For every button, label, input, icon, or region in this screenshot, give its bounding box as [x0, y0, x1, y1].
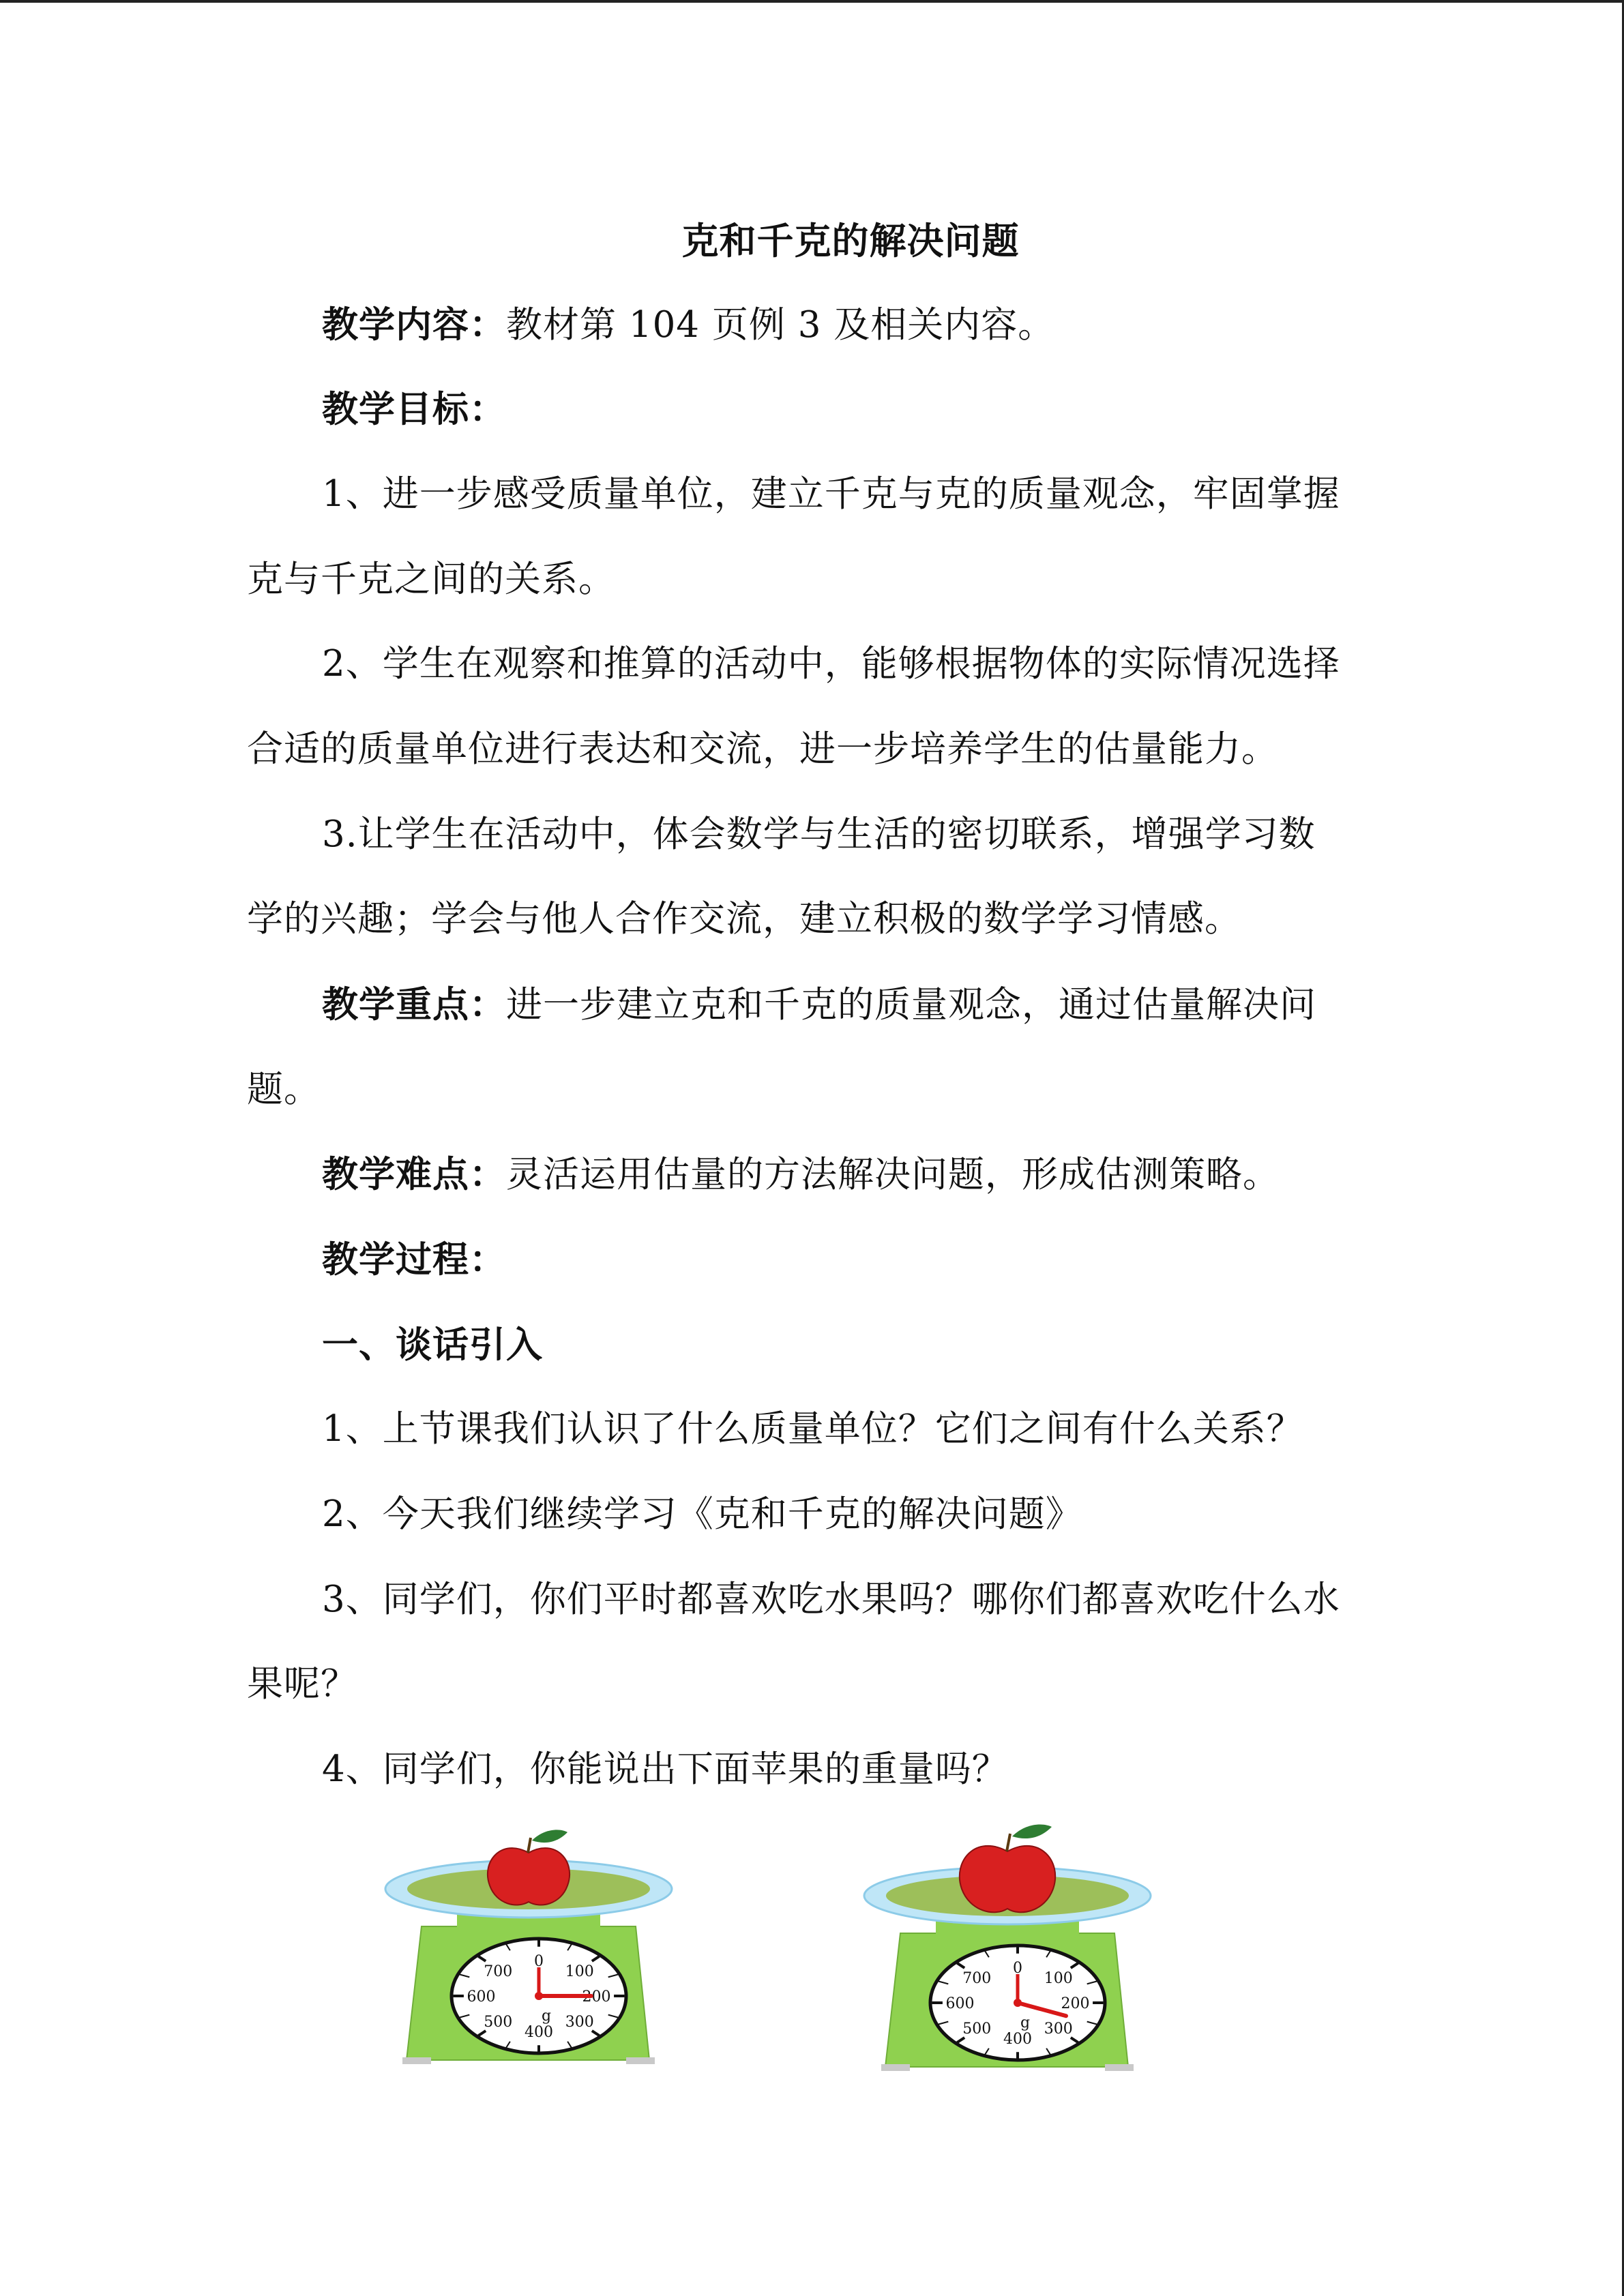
section-1-heading: 一、谈话引入 [322, 1324, 543, 1366]
kitchen-scale-2 [861, 1824, 1154, 2076]
dial-pivot [1014, 1999, 1022, 2007]
goals-heading: 教学目标： [322, 388, 506, 430]
difficulty-label: 教学难点： [322, 1153, 506, 1195]
dial-label: 600 [945, 1995, 975, 2012]
dial-label: 700 [962, 1970, 992, 1988]
dial-label: 300 [1044, 2020, 1073, 2038]
scale-foot-left [402, 2057, 431, 2064]
key-point [322, 984, 1316, 1026]
kitchen-scale-1 [382, 1824, 675, 2070]
scale-foot-right [626, 2057, 655, 2064]
question-3-line-2: 果呢？ [247, 1663, 357, 1705]
apple-icon [488, 1830, 570, 1905]
key-point-text: 进一步建立克和千克的质量观念，通过估量解决问 [506, 984, 1316, 1026]
dial-label: 0 [534, 1952, 544, 1970]
teaching-content-text: 教材第 104 页例 3 及相关内容。 [506, 304, 1055, 346]
goal-3-line-1: 3.让学生在活动中，体会数学与生活的密切联系，增强学习数 [322, 814, 1316, 855]
scale-foot-left [881, 2064, 910, 2071]
teaching-content [322, 304, 1054, 346]
document-title: 克和千克的解决问题 [681, 219, 1020, 263]
scale-illustration-2 [861, 1824, 1154, 2076]
question-1: 1、上节课我们认识了什么质量单位？它们之间有什么关系？ [322, 1408, 1303, 1450]
dial-label: 400 [525, 2024, 553, 2042]
process-heading: 教学过程： [322, 1238, 506, 1281]
key-point-label: 教学重点： [322, 983, 506, 1026]
goal-1-line-2: 克与千克之间的关系。 [247, 558, 615, 600]
dial-label: 0 [1013, 1959, 1022, 1977]
scale-foot-right [1105, 2064, 1134, 2071]
goal-2-line-2: 合适的质量单位进行表达和交流，进一步培养学生的估量能力。 [247, 728, 1278, 770]
dial-label: 200 [1061, 1995, 1090, 2012]
apple-icon [960, 1825, 1055, 1913]
question-4: 4、同学们，你能说出下面苹果的重量吗？ [322, 1748, 1009, 1790]
goal-3-line-2: 学的兴趣；学会与他人合作交流，建立积极的数学学习情感。 [247, 898, 1241, 940]
dial-label: 400 [1003, 2031, 1032, 2048]
dial-pivot [535, 1992, 543, 2000]
dial-label: 200 [582, 1988, 611, 2006]
difficulty [322, 1154, 1280, 1195]
goal-1-line-1: 1、进一步感受质量单位，建立千克与克的质量观念，牢固掌握 [322, 473, 1340, 515]
dial-unit-label: g [1020, 2014, 1031, 2031]
scale-dial-2 [930, 1945, 1105, 2060]
dial-label: 500 [962, 2020, 992, 2038]
dial-label: 600 [467, 1988, 496, 2006]
question-2: 2、今天我们继续学习《克和千克的解决问题》 [322, 1493, 1082, 1535]
dial-label: 700 [484, 1963, 513, 1981]
goal-2-line-1: 2、学生在观察和推算的活动中，能够根据物体的实际情况选择 [322, 643, 1340, 685]
teaching-content-label: 教学内容： [322, 303, 506, 346]
key-point-continuation: 题。 [247, 1069, 321, 1110]
page-top-border [0, 0, 1624, 3]
dial-unit-label: g [542, 2008, 552, 2025]
dial-label: 300 [565, 2013, 594, 2031]
dial-label: 100 [565, 1963, 594, 1981]
dial-label: 100 [1044, 1970, 1073, 1988]
difficulty-text: 灵活运用估量的方法解决问题，形成估测策略。 [506, 1154, 1280, 1195]
question-3-line-1: 3、同学们，你们平时都喜欢吃水果吗？哪你们都喜欢吃什么水 [322, 1579, 1340, 1620]
scale-dial-1 [452, 1939, 626, 2053]
scale-illustration-1 [382, 1824, 675, 2070]
dial-label: 500 [484, 2013, 513, 2031]
